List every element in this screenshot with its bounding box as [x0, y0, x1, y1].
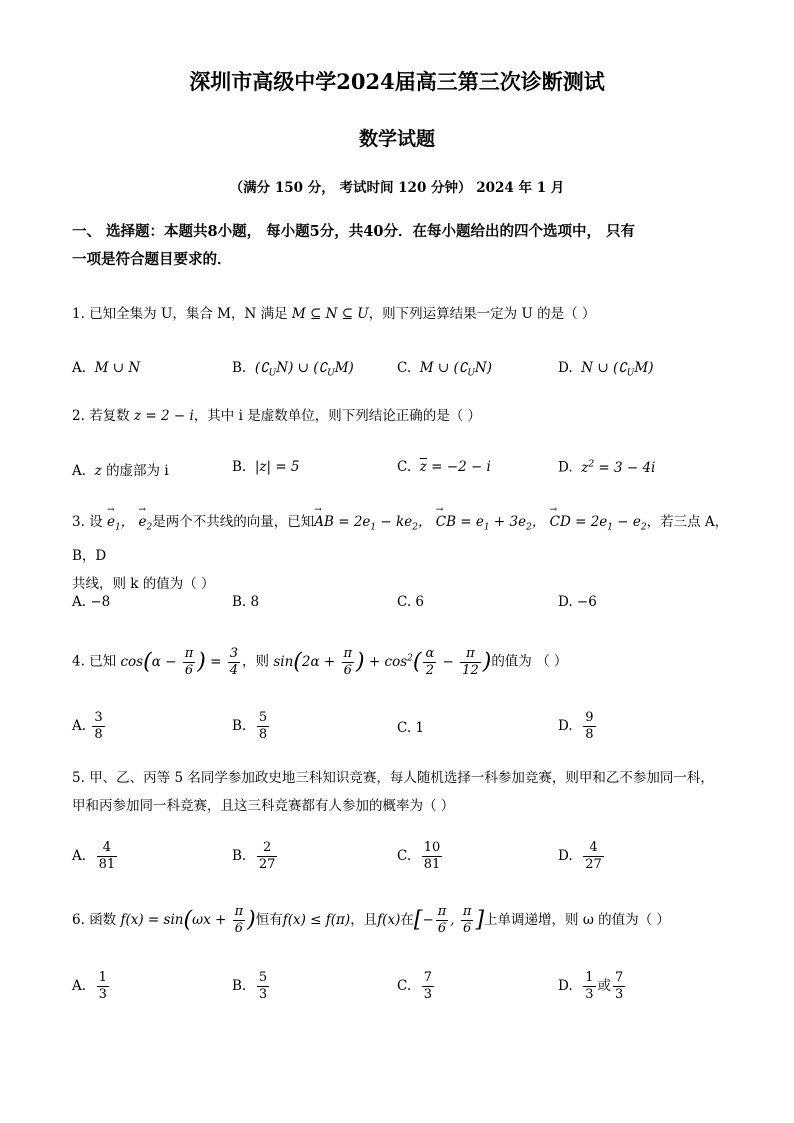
option-a[interactable]: A. −8 [72, 594, 111, 610]
option-d[interactable]: D. $\frac{4}{27}$ [558, 840, 602, 872]
option-b[interactable]: B. |z| = 5 [232, 459, 300, 475]
option-a[interactable]: A. $\frac{4}{81}$ [72, 840, 116, 872]
option-a[interactable]: A. M ∪ N [72, 360, 141, 376]
option-a[interactable]: A. z 的虚部为 i [72, 463, 169, 479]
formula: M ⊆ N ⊆ U [291, 306, 369, 322]
option-d[interactable]: D. $z^2 = 3 - 4i$ [558, 459, 656, 476]
option-b[interactable]: B. $\frac{2}{27}$ [232, 840, 276, 872]
option-c[interactable]: C. M ∪ $(∁_UN)$ [397, 360, 492, 379]
option-c[interactable]: C. $\frac{7}{3}$ [397, 970, 433, 1002]
option-c[interactable]: C. 6 [397, 594, 425, 610]
option-b[interactable]: B. $(∁_UN)$ ∪ $(∁_UM)$ [232, 360, 354, 379]
option-c[interactable]: C. $\overline{z} = -2 - i$ [397, 459, 491, 475]
section-line-2: 一项是符合题目要求的． [72, 251, 232, 268]
option-b[interactable]: B. $\frac{5}{8}$ [232, 710, 268, 742]
option-a[interactable]: A. $\frac{1}{3}$ [72, 970, 107, 1002]
option-d[interactable]: D. $\frac{1}{3}$ 或 $\frac{7}{3}$ [558, 970, 624, 1002]
formula: z = 2 − i [133, 408, 194, 424]
option-d[interactable]: D. −6 [558, 594, 597, 610]
option-b[interactable]: B. 8 [232, 594, 260, 610]
question-6: 6. 函数 f(x) = sin(ωx + $\frac{\pi}{6}$ )恒有f(x) ≤ f(π)，且f(x)在[− $\frac{\pi}{6}$ , $\frac{\pi}{6}$ ]上单调递增，则 ω 的值为（ ） [72, 904, 670, 936]
question-2: 2. 若复数 z = 2 − i，其中 i 是虚数单位，则下列结论正确的是（ ） [72, 408, 481, 424]
question-4: 4. 已知 cos(α − $\frac{\pi}{6}$ ) = $\frac{3}{4}$ ，则 sin(2α + $\frac{\pi}{6}$ ) + $\cos^2$( $\frac{\alpha}{2}$ − $\frac{\pi}{12}$ )的值为 （ ） [72, 645, 568, 678]
option-c[interactable]: C. 1 [397, 720, 425, 736]
exam-title: 深圳市高级中学2024届高三第三次诊断测试 [189, 69, 605, 94]
option-a[interactable]: A. $\frac{3}{8}$ [72, 710, 103, 742]
question-5: 5. 甲、乙、丙等 5 名同学参加政史地三科知识竞赛，每人随机选择一科参加竞赛，则甲和乙不参加同一科， 甲和丙参加同一科竞赛，且这三科竞赛都有人参加的概率为（ ） [72, 770, 714, 814]
option-d[interactable]: D. N ∪ $(∁_UM)$ [558, 360, 654, 379]
exam-subtitle: 数学试题 [358, 128, 435, 150]
option-b[interactable]: B. $\frac{5}{3}$ [232, 970, 268, 1002]
question-1: 1. 已知全集为 U，集合 M，N 满足 M ⊆ N ⊆ U，则下列运算结果一定为 U 的是（ ） [72, 306, 596, 322]
question-3: 3. 设 → $e_1$， → $e_2$是两个不共线的向量，已知→ AB = $2e_1 - ke_2$， → CB = $e_1 + 3e_2$， → CD = $2e_1 - e_2$，若三点 A，B，D 共线，则 k 的值为（ ） [72, 508, 742, 598]
section-heading [72, 218, 732, 274]
option-c[interactable]: C. $\frac{10}{81}$ [397, 840, 441, 872]
section-line-1: 一、 选择题：本题共8小题， 每小题5分，共40分．在每小题给出的四个选项中， 只有 [72, 223, 635, 240]
option-d[interactable]: D. $\frac{9}{8}$ [558, 710, 594, 742]
exam-info: （满分 150 分， 考试时间 120 分钟） 2024 年 1 月 [229, 180, 565, 196]
